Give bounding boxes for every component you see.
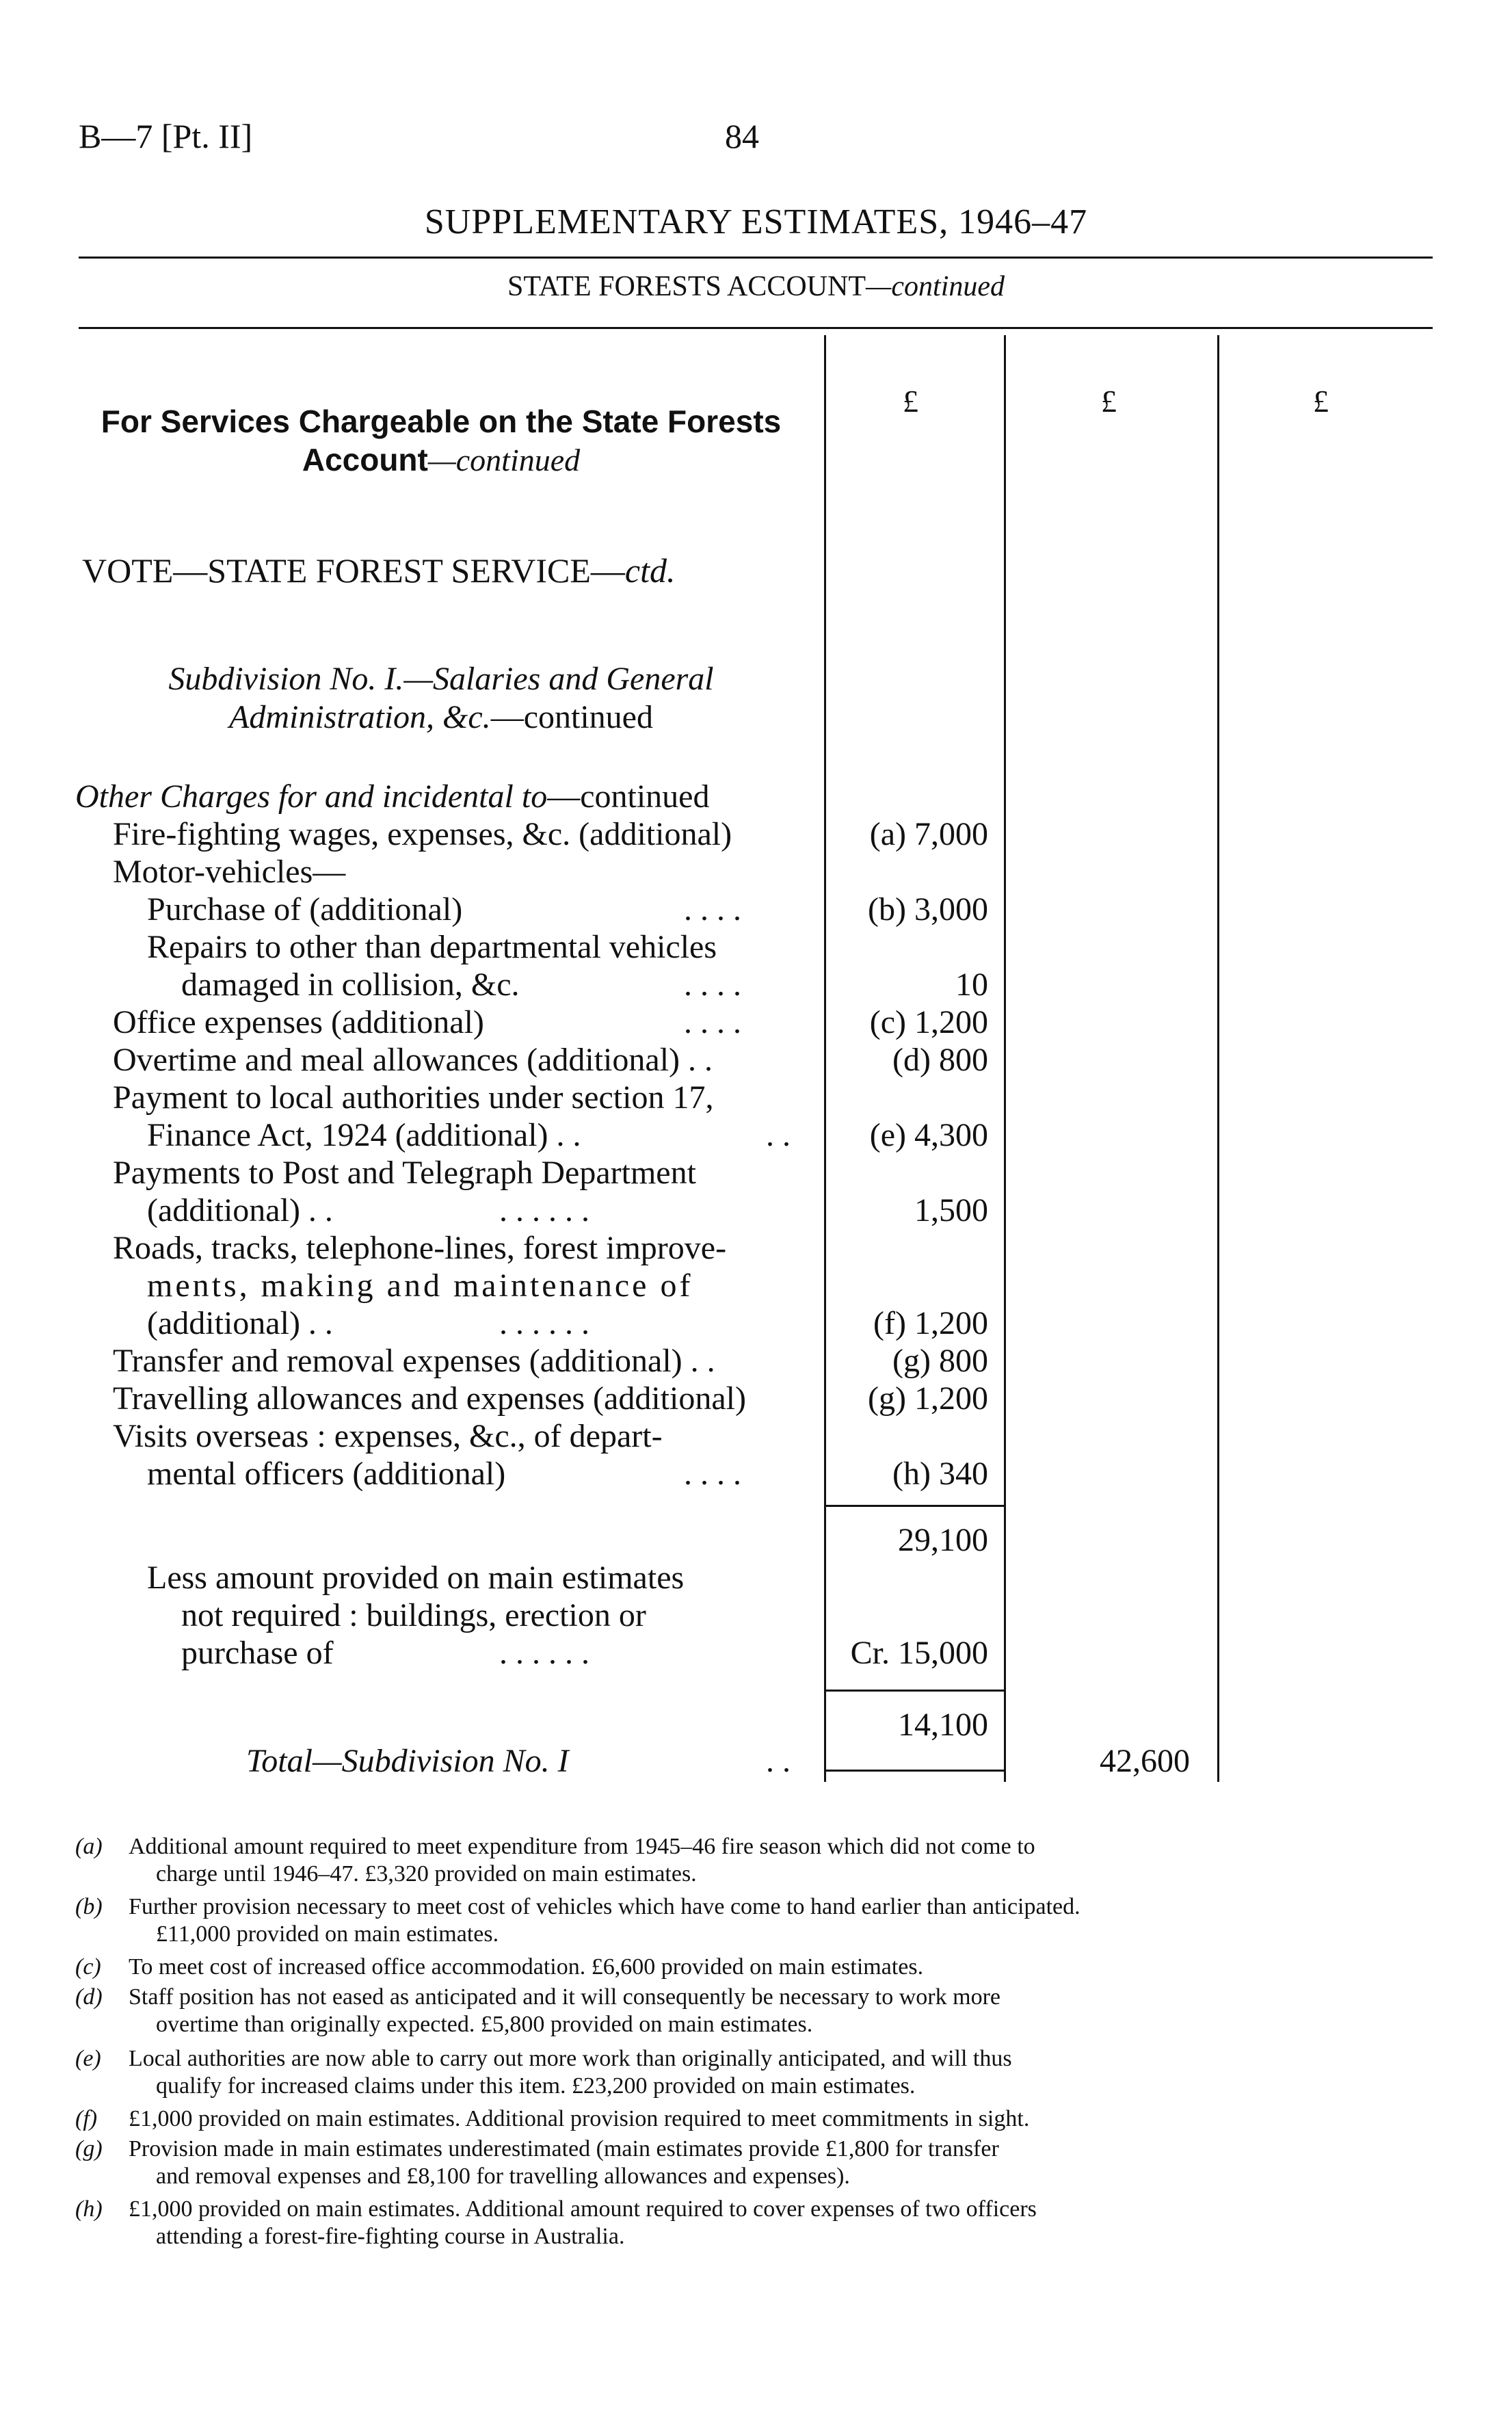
less-amount: Cr. 15,000 — [850, 1635, 988, 1671]
services-heading-account: Account — [302, 442, 428, 477]
services-heading — [75, 402, 807, 479]
footnote-text: overtime than originally expected. £5,800 provided on main estimates. — [156, 2012, 813, 2037]
subtotal-amount: 29,100 — [898, 1522, 988, 1558]
net-bottom-rule — [824, 1770, 1004, 1772]
row-amount: (a) 7,000 — [869, 816, 988, 852]
column-header-3: £ — [1313, 384, 1329, 419]
row-amount: 1,500 — [914, 1192, 988, 1228]
row-label: Roads, tracks, telephone-lines, forest improve- — [113, 1230, 727, 1266]
footnote-label: (e) — [75, 2046, 101, 2071]
title-rule — [79, 257, 1433, 259]
subdivision-line2 — [75, 698, 807, 737]
row-amount: (e) 4,300 — [869, 1117, 988, 1153]
footnote-e — [75, 2045, 1436, 2100]
column-header-2: £ — [1101, 384, 1117, 419]
row-amount: (g) 800 — [892, 1343, 988, 1379]
row-amount: 10 — [955, 967, 988, 1003]
services-heading-line1: For Services Chargeable on the State Forests — [101, 404, 782, 439]
account-subtitle — [0, 270, 1512, 303]
footnote-text: Further provision necessary to meet cost of vehicles which have come to hand earlier than anticipated. — [129, 1894, 1080, 1919]
footnote-f — [75, 2105, 1436, 2133]
row-leader-dots: . . . . . . — [499, 1305, 589, 1341]
footnote-text: To meet cost of increased office accommodation. £6,600 provided on main estimates. — [129, 1954, 924, 1980]
column-rule-2 — [1004, 335, 1006, 1782]
subdivision-line1: Subdivision No. I.—Salaries and General — [168, 661, 714, 697]
page-number: 84 — [725, 117, 759, 155]
footnote-text: £1,000 provided on main estimates. Additional provision required to meet commitments in sight. — [129, 2106, 1030, 2131]
total-amount: 42,600 — [1100, 1743, 1190, 1779]
less-line1: Less amount provided on main estimates — [147, 1560, 685, 1596]
other-charges-text: Other Charges for and incidental to — [75, 778, 548, 815]
page-title: SUPPLEMENTARY ESTIMATES, 1946–47 — [424, 202, 1088, 241]
footnote-label: (h) — [75, 2196, 103, 2222]
services-heading-continued: —continued — [427, 443, 581, 477]
subdivision-admin: Administration, &c. — [229, 699, 491, 735]
footnote-text: £11,000 provided on main estimates. — [156, 1921, 499, 1947]
net-rule — [824, 1690, 1004, 1692]
row-leader-dots: . . . . — [684, 967, 741, 1003]
document-reference: B—7 [Pt. II] — [79, 117, 253, 155]
row-label: Purchase of (additional) — [147, 891, 463, 928]
row-label: Office expenses (additional) — [113, 1004, 484, 1040]
other-charges-continued: —continued — [547, 778, 710, 815]
footnote-g — [75, 2136, 1436, 2190]
row-amount: (h) 340 — [892, 1456, 988, 1492]
row-label: Payment to local authorities under section 17, — [113, 1079, 714, 1116]
less-leader-dots: . . . . . . — [499, 1635, 589, 1671]
footnote-label: (b) — [75, 1894, 103, 1919]
row-leader-dots: . . . . — [684, 891, 741, 928]
row-amount: (d) 800 — [892, 1042, 988, 1078]
row-label: ments, making and maintenance of — [147, 1267, 693, 1304]
row-label: Payments to Post and Telegraph Department — [113, 1155, 696, 1191]
footnote-label: (g) — [75, 2136, 103, 2161]
row-leader-dots: . . . . . . — [499, 1192, 589, 1228]
subdivision-heading — [75, 660, 807, 737]
row-label: damaged in collision, &c. — [181, 967, 520, 1003]
row-label: Travelling allowances and expenses (additional) — [113, 1380, 746, 1417]
footnote-d — [75, 1984, 1436, 2038]
row-label: (additional) . . — [147, 1192, 333, 1228]
total-label: Total—Subdivision No. I — [246, 1743, 569, 1779]
row-label: Motor-vehicles— — [113, 854, 346, 890]
vote-text: VOTE—STATE FOREST SERVICE— — [82, 551, 625, 590]
footnote-text: Staff position has not eased as anticipated and it will consequently be necessary to work more — [129, 1984, 1000, 2010]
footnote-label: (d) — [75, 1984, 103, 2010]
footnote-text: Local authorities are now able to carry out more work than originally anticipated, and will thus — [129, 2046, 1012, 2071]
footnote-label: (a) — [75, 1834, 103, 1859]
row-amount: (c) 1,200 — [869, 1004, 988, 1040]
footnote-h — [75, 2196, 1436, 2250]
row-label: (additional) . . — [147, 1305, 333, 1341]
footnote-text: Provision made in main estimates underestimated (main estimates provide £1,800 for transfer — [129, 2136, 999, 2161]
row-label: Repairs to other than departmental vehicles — [147, 929, 717, 965]
less-line2: not required : buildings, erection or — [181, 1597, 646, 1633]
subtitle-continued: —continued — [866, 271, 1005, 302]
row-label: Transfer and removal expenses (additional) . . — [113, 1343, 715, 1379]
footnote-text: qualify for increased claims under this item. £23,200 provided on main estimates. — [156, 2073, 916, 2099]
net-amount: 14,100 — [898, 1707, 988, 1743]
vote-ctd: ctd. — [624, 551, 676, 590]
subtotal-rule — [824, 1505, 1004, 1507]
footnote-text: charge until 1946–47. £3,320 provided on main estimates. — [156, 1861, 697, 1887]
row-leader-dots: . . . . — [684, 1456, 741, 1492]
subtitle-rule — [79, 327, 1433, 329]
row-label: Finance Act, 1924 (additional) . . — [147, 1117, 581, 1153]
row-amount: (g) 1,200 — [868, 1380, 988, 1417]
row-amount: (b) 3,000 — [868, 891, 988, 928]
footnote-text: £1,000 provided on main estimates. Additional amount required to cover expenses of two officers — [129, 2196, 1037, 2222]
column-rule-3 — [1217, 335, 1219, 1782]
row-label: mental officers (additional) — [147, 1456, 506, 1492]
footnote-a — [75, 1833, 1436, 1888]
subdivision-continued: —continued — [490, 699, 653, 735]
services-heading-line2 — [75, 441, 807, 479]
footnote-label: (f) — [75, 2106, 98, 2131]
row-leader-dots: . . . . — [684, 1004, 741, 1040]
column-header-1: £ — [903, 384, 918, 419]
subtitle-text: STATE FORESTS ACCOUNT — [507, 271, 866, 302]
footnote-text: attending a forest-fire-fighting course in Australia. — [156, 2224, 625, 2249]
total-leader-dots: . . — [766, 1743, 791, 1779]
row-label: Overtime and meal allowances (additional) . . — [113, 1042, 713, 1078]
footnote-text: Additional amount required to meet expenditure from 1945–46 fire season which did not come to — [129, 1834, 1035, 1859]
footnote-text: and removal expenses and £8,100 for travelling allowances and expenses). — [156, 2164, 850, 2189]
less-line3: purchase of — [181, 1635, 334, 1671]
footnote-b — [75, 1893, 1436, 1948]
vote-heading — [82, 551, 676, 590]
row-label: Visits overseas : expenses, &c., of depart- — [113, 1418, 663, 1454]
footnote-c — [75, 1954, 1436, 1981]
row-amount: (f) 1,200 — [873, 1305, 988, 1341]
footnote-label: (c) — [75, 1954, 101, 1980]
row-leader-dots: . . — [766, 1117, 791, 1153]
row-label: Fire-fighting wages, expenses, &c. (additional) — [113, 816, 732, 852]
